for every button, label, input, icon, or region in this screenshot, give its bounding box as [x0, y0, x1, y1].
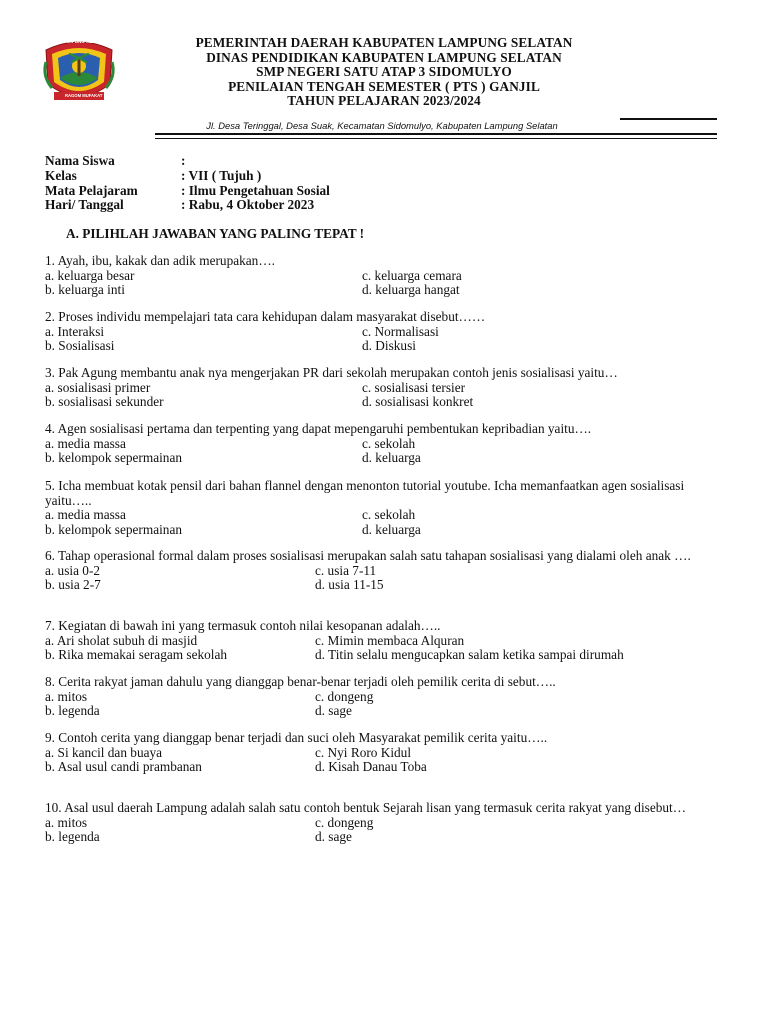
government-line: PEMERINTAH DAERAH KABUPATEN LAMPUNG SELATAN [195, 35, 573, 50]
question-text: 6. Tahap operasional formal dalam proses sosialisasi merupakan salah satu tahapan sosialisasi yang dialami oleh anak …. [45, 548, 691, 563]
option-a: a. media massa [45, 435, 126, 451]
question-9 [45, 731, 725, 775]
option-d: d. Kisah Danau Toba [315, 759, 427, 775]
exam-title: PENILAIAN TENGAH SEMESTER ( PTS ) GANJIL [228, 78, 540, 94]
option-a: a. sosialisasi primer [45, 379, 151, 395]
section-title: A. PILIHLAH JAWABAN YANG PALING TEPAT ! [66, 226, 365, 241]
identity-value: : VII ( Tujuh ) [181, 167, 262, 183]
option-b: b. kelompok sepermainan [45, 521, 182, 537]
option-d: d. usia 11-15 [315, 577, 384, 593]
option-d: d. sosialisasi konkret [362, 394, 474, 410]
option-d: d. Titin selalu mengucapkan salam ketika sampai dirumah [315, 647, 624, 663]
option-a: a. mitos [45, 814, 88, 830]
question-text: 10. Asal usul daerah Lampung adalah salah satu contoh bentuk Sejarah lisan yang termasuk cerita rakyat yang disebut… [45, 800, 687, 815]
letterhead [150, 36, 618, 109]
school-name: SMP NEGERI SATU ATAP 3 SIDOMULYO [256, 64, 512, 80]
question-text: 4. Agen sosialisasi pertama dan terpenting yang dapat mepengaruhi pembentukan kepribadian yaitu…. [45, 421, 592, 436]
option-a: a. Ari sholat subuh di masjid [45, 632, 198, 648]
option-c: c. sekolah [362, 507, 416, 523]
option-b: b. Asal usul candi prambanan [45, 759, 202, 775]
option-c: c. usia 7-11 [315, 562, 377, 578]
identity-label: Hari/ Tanggal [45, 197, 124, 213]
school-address: Jl. Desa Teringgal, Desa Suak, Kecamatan Sidomulyo, Kabupaten Lampung Selatan [206, 120, 558, 131]
option-b: b. kelompok sepermainan [45, 450, 182, 466]
header-divider-top [620, 118, 717, 120]
identity-label: Kelas [45, 167, 77, 183]
office-line: DINAS PENDIDIKAN KABUPATEN LAMPUNG SELATAN [206, 49, 562, 65]
question-1 [45, 254, 725, 298]
logo-bottom-text: RAGOM MUFAKAT [65, 93, 103, 98]
option-a: a. mitos [45, 688, 88, 704]
header-divider-thick [155, 133, 717, 135]
option-b: b. sosialisasi sekunder [45, 394, 164, 410]
option-d: d. keluarga [362, 521, 421, 537]
option-a: a. Interaksi [45, 323, 105, 339]
question-text: 9. Contoh cerita yang dianggap benar terjadi dan suci oleh Masyarakat pemilik cerita yaitu….. [45, 730, 548, 745]
academic-year: TAHUN PELAJARAN 2023/2024 [287, 93, 481, 109]
option-d: d. Diskusi [362, 338, 416, 354]
option-a: a. Si kancil dan buaya [45, 744, 163, 760]
header-divider-thin [155, 138, 717, 139]
identity-row [45, 197, 330, 212]
question-5 [45, 479, 725, 537]
option-a: a. usia 0-2 [45, 562, 101, 578]
option-c: c. dongeng [315, 814, 374, 830]
option-c: c. sosialisasi tersier [362, 379, 466, 395]
option-c: c. dongeng [315, 688, 374, 704]
option-b: b. Rika memakai seragam sekolah [45, 647, 228, 663]
identity-row [45, 183, 330, 198]
identity-value: : Rabu, 4 Oktober 2023 [181, 197, 315, 213]
option-c: c. Nyi Roro Kidul [315, 744, 412, 760]
option-a: a. keluarga besar [45, 267, 135, 283]
question-text: 7. Kegiatan di bawah ini yang termasuk contoh nilai kesopanan adalah….. [45, 618, 441, 633]
option-d: d. keluarga [362, 450, 421, 466]
question-2 [45, 310, 725, 354]
question-text: 3. Pak Agung membantu anak nya mengerjakan PR dari sekolah merupakan contoh jenis sosialisasi yaitu… [45, 365, 618, 380]
identity-value: : [181, 153, 186, 168]
option-c: c. Mimin membaca Alquran [315, 632, 465, 648]
identity-label: Mata Pelajaram [45, 182, 138, 198]
question-8 [45, 675, 725, 719]
identity-value: : Ilmu Pengetahuan Sosial [181, 182, 330, 198]
option-c: c. keluarga cemara [362, 267, 462, 283]
question-7 [45, 619, 725, 663]
option-b: b. Sosialisasi [45, 338, 115, 354]
option-d: d. sage [315, 703, 352, 719]
option-c: c. Normalisasi [362, 323, 439, 339]
question-text: 5. Icha membuat kotak pensil dari bahan flannel dengan menonton tutorial youtube. Icha memanfaatkan agen sosialisasi yaitu….. [45, 478, 685, 508]
option-b: b. usia 2-7 [45, 577, 101, 593]
question-text: 2. Proses individu mempelajari tata cara kehidupan dalam masyarakat disebut…… [45, 309, 486, 324]
option-b: b. legenda [45, 703, 100, 719]
identity-row [45, 153, 330, 168]
option-b: b. legenda [45, 829, 100, 845]
option-d: d. keluarga hangat [362, 282, 460, 298]
question-10 [45, 801, 725, 845]
option-c: c. sekolah [362, 435, 416, 451]
question-text: 8. Cerita rakyat jaman dahulu yang dianggap benar-benar terjadi oleh pemilik cerita di sebut….. [45, 674, 556, 689]
question-6 [45, 549, 725, 593]
option-a: a. media massa [45, 507, 126, 523]
option-b: b. keluarga inti [45, 282, 125, 298]
question-3 [45, 366, 725, 410]
question-text: 1. Ayah, ibu, kakak dan adik merupakan…. [45, 253, 275, 268]
student-identity [45, 153, 330, 212]
regency-logo [40, 36, 118, 106]
identity-row [45, 168, 330, 183]
question-4 [45, 422, 725, 466]
identity-label: Nama Siswa [45, 153, 115, 168]
logo-top-text: LAMPUNG SELATAN [62, 39, 107, 44]
option-d: d. sage [315, 829, 352, 845]
